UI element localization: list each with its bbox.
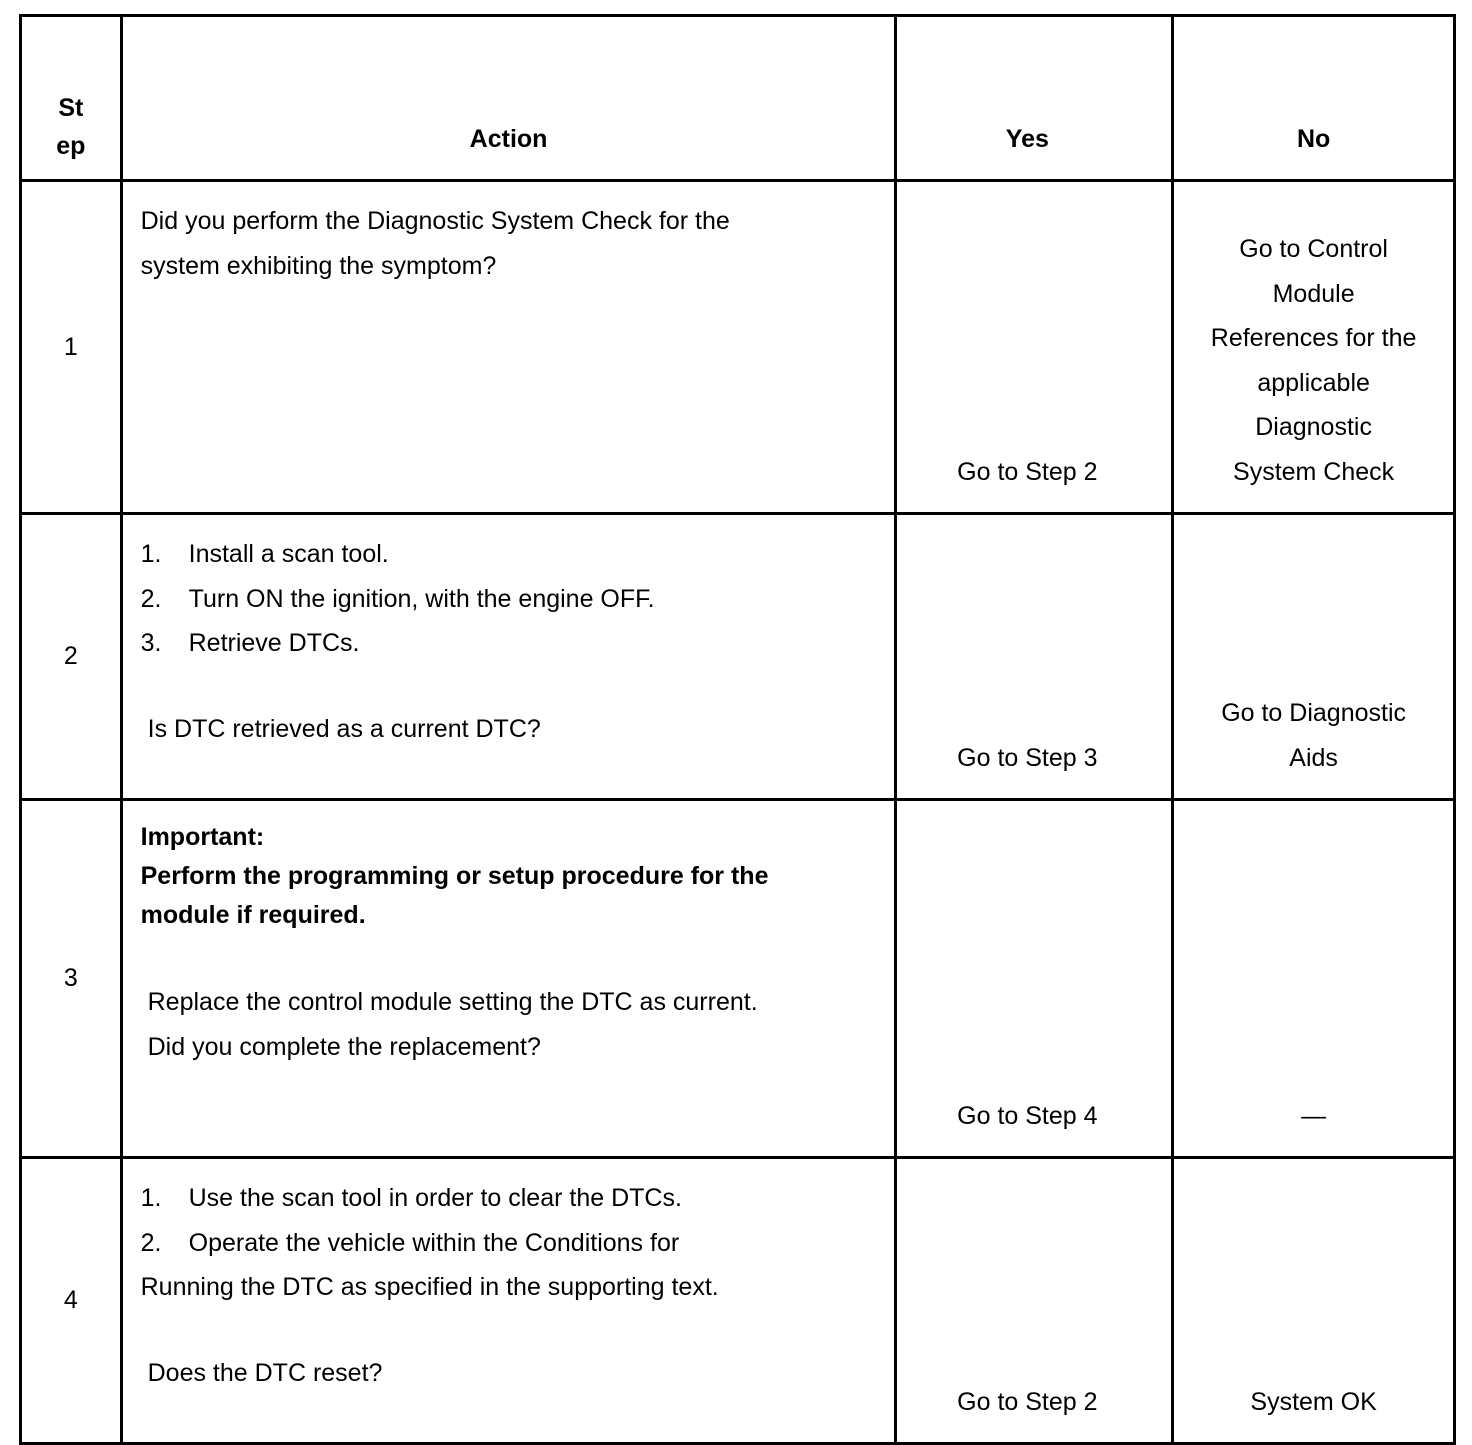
- yes-cell: Go to Step 2: [896, 1158, 1173, 1444]
- action-text: Did you perform the Diagnostic System Check for the: [140, 207, 730, 235]
- important-label: Important:: [140, 823, 265, 851]
- step-number: 4: [21, 1158, 122, 1444]
- header-yes: Yes: [896, 16, 1173, 181]
- list-item-text: Operate the vehicle within the Conditions for: [188, 1228, 680, 1257]
- no-text: Go to Diagnostic: [1221, 699, 1407, 727]
- table-header-row: [21, 16, 1455, 181]
- list-item-number: 3.: [140, 629, 162, 657]
- action-cell: [121, 181, 896, 514]
- diagnostic-steps-table: [19, 14, 1456, 1445]
- spacer: [141, 666, 883, 707]
- no-text: Module: [1272, 279, 1355, 308]
- action-cell: [121, 800, 896, 1158]
- list-item-number: 1.: [140, 1184, 162, 1212]
- no-cell: System OK: [1173, 1158, 1455, 1444]
- no-cell: —: [1173, 800, 1455, 1158]
- table-row: [21, 181, 1455, 514]
- no-text: applicable: [1257, 368, 1370, 397]
- list-item: [141, 532, 883, 577]
- list-item: [141, 1176, 883, 1221]
- list-item-text: Retrieve DTCs.: [188, 629, 360, 657]
- no-cell: [1173, 514, 1455, 800]
- header-step-line-2: ep: [56, 132, 86, 160]
- action-cell: [121, 514, 896, 800]
- header-step: [21, 16, 122, 181]
- list-item: [141, 621, 883, 666]
- header-no: No: [1173, 16, 1455, 181]
- list-item-text: Turn ON the ignition, with the engine OFF.: [188, 584, 655, 613]
- table-row: [21, 1158, 1455, 1444]
- step-number: 3: [21, 800, 122, 1158]
- header-step-line-1: St: [58, 94, 84, 122]
- no-text: Diagnostic: [1255, 413, 1372, 441]
- no-cell: [1173, 181, 1455, 514]
- table-row: [21, 514, 1455, 800]
- spacer: [141, 935, 883, 980]
- table-row: [21, 800, 1455, 1158]
- list-item-text: Use the scan tool in order to clear the DTCs.: [188, 1184, 682, 1212]
- yes-cell: Go to Step 4: [896, 800, 1173, 1158]
- yes-cell: Go to Step 3: [896, 514, 1173, 800]
- list-item-number: 1.: [140, 540, 162, 568]
- no-text: References for the: [1210, 324, 1417, 352]
- list-item-continuation: Running the DTC as specified in the supporting text.: [140, 1273, 719, 1301]
- question-text: Did you complete the replacement?: [147, 1032, 541, 1061]
- no-text: System Check: [1233, 457, 1395, 486]
- list-item-text: Install a scan tool.: [188, 540, 389, 568]
- action-cell: [121, 1158, 896, 1444]
- no-text: Aids: [1289, 743, 1338, 772]
- action-text: Replace the control module setting the DTC as current.: [147, 988, 758, 1016]
- question-text: Is DTC retrieved as a current DTC?: [147, 714, 541, 743]
- action-text: system exhibiting the symptom?: [140, 251, 497, 280]
- step-number: 1: [21, 181, 122, 514]
- important-text: Perform the programming or setup procedure for the: [140, 862, 769, 890]
- list-item: [141, 577, 883, 622]
- list-item-number: 2.: [140, 584, 162, 613]
- important-text: module if required.: [140, 901, 366, 929]
- list-item: [141, 1221, 883, 1266]
- spacer: [141, 1310, 883, 1351]
- no-text: Go to Control: [1239, 235, 1388, 263]
- step-number: 2: [21, 514, 122, 800]
- question-text: Does the DTC reset?: [147, 1358, 383, 1387]
- yes-cell: Go to Step 2: [896, 181, 1173, 514]
- header-action: Action: [121, 16, 896, 181]
- list-item-number: 2.: [140, 1228, 162, 1257]
